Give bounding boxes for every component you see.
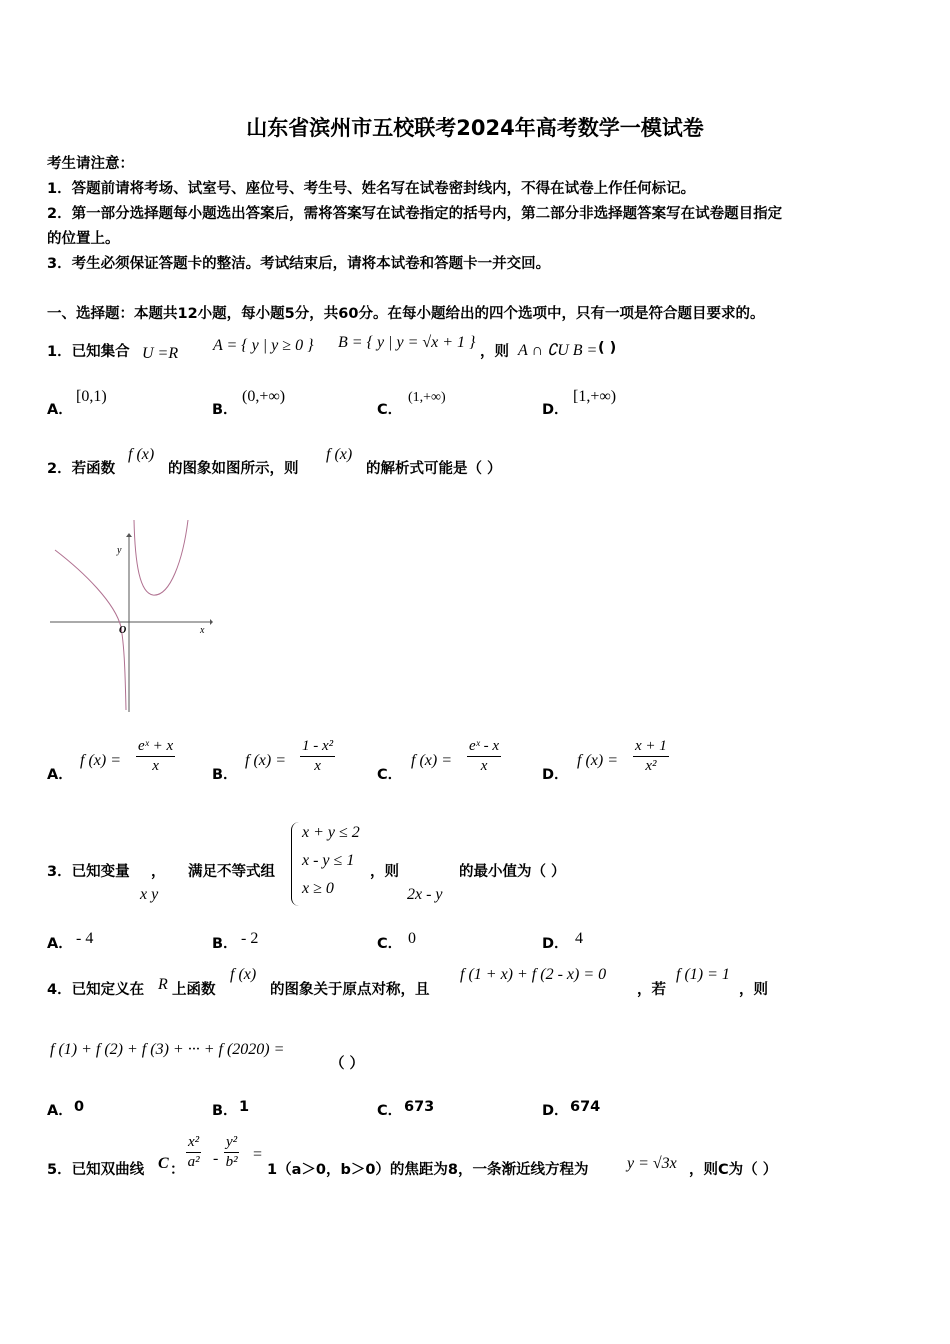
q5-fraction-y-denominator: b² <box>225 1154 238 1170</box>
q2-option-b-fraction <box>300 738 335 775</box>
q2-number: 2．若函数 <box>47 461 116 477</box>
q1-set-u: U =R <box>142 345 179 362</box>
q1-answer-paren: ( ) <box>598 340 617 356</box>
q2-option-a-denominator: x <box>152 758 159 774</box>
q3-then: ，则 <box>370 864 399 880</box>
q5-fraction-x-numerator: x² <box>186 1134 201 1153</box>
q2-option-c-numerator: eˣ - x <box>467 738 501 757</box>
q3-option-b-value: - 2 <box>241 930 259 947</box>
q5-minus: - <box>213 1150 219 1167</box>
q4-domain-r: R <box>158 976 168 993</box>
q1-option-d-label: D． <box>542 402 569 418</box>
notice-heading: 考生请注意： <box>47 156 134 172</box>
notice-item-2: 2．第一部分选择题每小题选出答案后，需将答案写在试卷指定的括号内，第二部分非选择题答案写在试卷题目指定 <box>47 206 783 222</box>
q4-option-c-value: 673 <box>404 1099 435 1115</box>
q4-fx: f (x) <box>230 966 257 983</box>
q2-option-d-denominator: x² <box>645 758 657 774</box>
q2-function-graph <box>45 515 220 715</box>
q2-option-a-label: A． <box>47 767 73 783</box>
q4-equation-2: f (1) = 1 <box>676 966 730 983</box>
q1-option-b-value: (0,+∞) <box>242 388 286 405</box>
q4-answer-paren: （ ） <box>330 1056 365 1072</box>
q5-fraction-y-numerator: y² <box>224 1134 239 1153</box>
q3-option-d-label: D． <box>542 936 569 952</box>
y-axis-arrow-icon <box>126 533 132 537</box>
q3-tail: 的最小值为（ ） <box>459 864 566 880</box>
q2-fx-2: f (x) <box>326 446 353 463</box>
q1-option-d-value: [1,+∞) <box>573 388 617 405</box>
q3-variables: x y <box>140 886 159 903</box>
graph-origin-label: O <box>119 625 127 636</box>
q2-option-c-denominator: x <box>480 758 488 774</box>
q2-option-a-lhs: f (x) = <box>80 752 121 769</box>
q2-option-c-fraction <box>467 738 501 775</box>
q3-inequality-3: x ≥ 0 <box>302 880 334 897</box>
q4-option-b-value: 1 <box>239 1099 250 1115</box>
notice-item-1: 1．答题前请将考场、试室号、座位号、考生号、姓名写在试卷密封线内，不得在试卷上作任何标记。 <box>47 181 696 197</box>
page-title: 山东省滨州市五校联考2024年高考数学一模试卷 <box>246 116 704 140</box>
q2-fx: f (x) <box>128 446 155 463</box>
section-heading: 一、选择题：本题共12小题，每小题5分，共60分。在每小题给出的四个选项中，只有一项是符合题目要求的。 <box>47 306 765 322</box>
q2-middle: 的图象如图所示，则 <box>168 461 299 477</box>
graph-y-label: y <box>117 545 122 556</box>
q1-set-a: A = { y | y ≥ 0 } <box>213 337 314 354</box>
q4-text-2: 的图象关于原点对称，且 <box>270 982 430 998</box>
q5-number: 5．已知双曲线 <box>47 1162 145 1178</box>
q1-option-b-label: B． <box>212 402 238 418</box>
q1-option-a-value: [0,1) <box>76 388 107 405</box>
q4-option-b-label: B． <box>212 1103 238 1119</box>
q1-then: ，则 <box>480 344 509 360</box>
q2-option-a-numerator: eˣ + x <box>136 738 175 757</box>
q3-middle: 满足不等式组 <box>188 864 275 880</box>
q5-asymptote: y = √3x <box>627 1155 677 1172</box>
q4-option-a-value: 0 <box>74 1099 85 1115</box>
curve-left-branch <box>55 550 126 710</box>
q2-option-b-lhs: f (x) = <box>245 752 286 769</box>
q4-sum-expression: f (1) + f (2) + f (3) + ··· + f (2020) = <box>50 1041 285 1058</box>
q1-set-b: B = { y | y = √x + 1 } <box>338 334 476 351</box>
q4-option-d-value: 674 <box>570 1099 601 1115</box>
q1-option-c-value: (1,+∞) <box>408 390 446 405</box>
notice-item-2-cont: 的位置上。 <box>47 231 120 247</box>
x-axis-arrow-icon <box>210 619 213 625</box>
q3-option-a-label: A． <box>47 936 73 952</box>
q1-expression: A ∩ ∁U B = <box>518 342 598 359</box>
q2-option-b-numerator: 1 - x² <box>300 738 335 757</box>
q5-equals: = <box>253 1146 263 1163</box>
q1-option-a-label: A． <box>47 402 73 418</box>
q5-fraction-x-denominator: a² <box>187 1154 200 1170</box>
q5-fraction-y <box>224 1134 239 1171</box>
q2-option-b-label: B． <box>212 767 238 783</box>
q4-equation-1: f (1 + x) + f (2 - x) = 0 <box>460 966 607 983</box>
q2-option-b-denominator: x <box>314 758 321 774</box>
q4-option-d-label: D． <box>542 1103 569 1119</box>
q3-number: 3．已知变量 <box>47 864 130 880</box>
q2-option-d-label: D． <box>542 767 569 783</box>
q3-option-c-label: C． <box>377 936 403 952</box>
q3-inequality-1: x + y ≤ 2 <box>302 824 360 841</box>
notice-item-3: 3．考生必须保证答题卡的整洁。考试结束后，请将本试卷和答题卡一并交回。 <box>47 256 551 272</box>
q3-inequality-2: x - y ≤ 1 <box>302 852 355 869</box>
q1-number: 1．已知集合 <box>47 344 130 360</box>
q4-text-1: 上函数 <box>172 982 216 998</box>
q2-option-c-lhs: f (x) = <box>411 752 452 769</box>
q3-option-d-value: 4 <box>575 930 583 947</box>
q5-text-1: 1（a＞0，b＞0）的焦距为8，一条渐近线方程为 <box>267 1162 589 1178</box>
q3-target-expression: 2x - y <box>407 886 443 903</box>
q4-text-3: ，若 <box>637 982 666 998</box>
q3-option-c-value: 0 <box>408 930 416 947</box>
q1-option-c-label: C． <box>377 402 403 418</box>
q5-fraction-x <box>186 1134 201 1171</box>
q4-option-c-label: C． <box>377 1103 403 1119</box>
q4-option-a-label: A． <box>47 1103 73 1119</box>
q3-option-a-value: - 4 <box>76 930 94 947</box>
q2-option-d-lhs: f (x) = <box>577 752 618 769</box>
q2-tail: 的解析式可能是（ ） <box>366 461 502 477</box>
q2-option-a-fraction <box>136 738 175 775</box>
curve-right-branch <box>134 520 188 595</box>
q4-number: 4．已知定义在 <box>47 982 145 998</box>
q3-option-b-label: B． <box>212 936 238 952</box>
q2-option-d-fraction <box>633 738 669 775</box>
q4-text-4: ，则 <box>739 982 768 998</box>
q3-comma: ， <box>151 864 166 880</box>
q5-colon: ： <box>170 1162 185 1178</box>
q2-option-c-label: C． <box>377 767 403 783</box>
q5-text-2: ，则C为（ ） <box>689 1162 778 1178</box>
q2-option-d-numerator: x + 1 <box>633 738 669 757</box>
q5-curve-c: C <box>158 1155 169 1172</box>
q3-system-brace <box>291 822 300 906</box>
graph-x-label: x <box>200 625 205 636</box>
